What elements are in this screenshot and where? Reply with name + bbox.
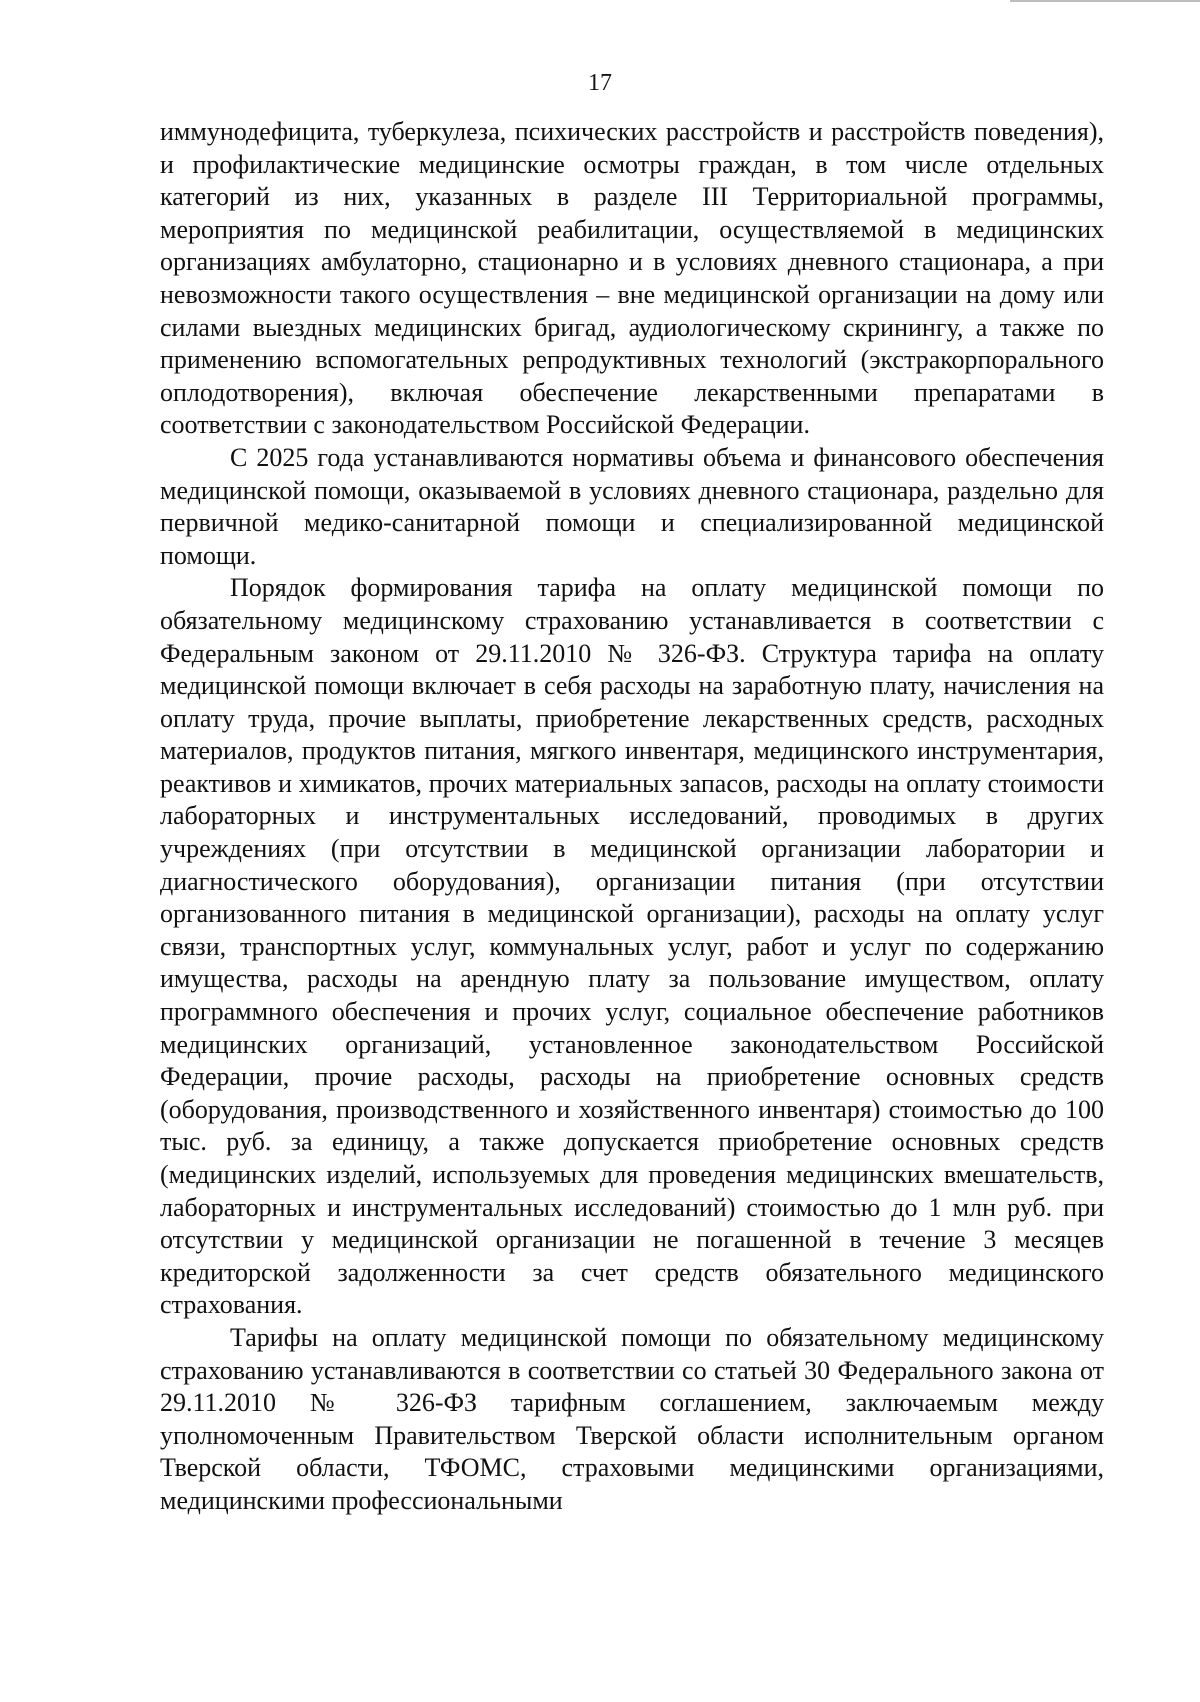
paragraph-1: иммунодефицита, туберкулеза, психических расстройств и расстройств поведения), и профилактические медицинские осмотры граждан, в том числе отдельных категорий из них, указанных в разделе III Территориальной программы, мероприятия по медицинской реабилитации, осуществляемой в медицинских организациях амбулаторно, стационарно и в условиях дневного стационара, а при невозможности такого осуществления – вне медицинской организации на дому или силами выездных медицинских бригад, аудиологическому скринингу, а также по применению вспомогательных репродуктивных технологий (экстракорпорального оплодотворения), включая обеспечение лекарственными препаратами в соответствии с законодательством Российской Федерации.	[160, 117, 1104, 440]
page-number: 17	[588, 70, 612, 96]
paragraph-4: Тарифы на оплату медицинской помощи по обязательному медицинскому страхованию устанавливаются в соответствии со статьей 30 Федерального закона от 29.11.2010 № 326-ФЗ тарифным соглашением, заключаемым между уполномоченным Правительством Тверской области исполнительным органом Тверской области, ТФОМС, страховыми медицинскими организациями, медицинскими профессиональными	[160, 1322, 1104, 1515]
paragraph-3: Порядок формирования тарифа на оплату медицинской помощи по обязательному медицинскому страхованию устанавливается в соответствии с Федеральным законом от 29.11.2010 № 326-ФЗ. Структура тарифа на оплату медицинской помощи включает в себя расходы на заработную плату, начисления на оплату труда, прочие выплаты, приобретение лекарственных средств, расходных материалов, продуктов питания, мягкого инвентаря, медицинского инструментария, реактивов и химикатов, прочих материальных запасов, расходы на оплату стоимости лабораторных и инструментальных исследований, проводимых в других учреждениях (при отсутствии в медицинской организации лаборатории и диагностического оборудования), организации питания (при отсутствии организованного питания в медицинской организации), расходы на оплату услуг связи, транспортных услуг, коммунальных услуг, работ и услуг по содержанию имущества, расходы на арендную плату за пользование имуществом, оплату программного обеспечения и прочих услуг, социальное обеспечение работников медицинских организаций, установленное законодательством Российской Федерации, прочие расходы, расходы на приобретение основных средств (оборудования, производственного и хозяйственного инвентаря) стоимостью до 100 тыс. руб. за единицу, а также допускается приобретение основных средств (медицинских изделий, используемых для проведения медицинских вмешательств, лабораторных и инструментальных исследований) стоимостью до 1 млн руб. при отсутствии у медицинской организации не погашенной в течение 3 месяцев кредиторской задолженности за счет средств обязательного медицинского страхования.	[160, 573, 1104, 1320]
document-body	[160, 116, 1104, 1518]
paragraph-2: С 2025 года устанавливаются нормативы объема и финансового обеспечения медицинской помощи, оказываемой в условиях дневного стационара, раздельно для первичной медико-санитарной помощи и специализированной медицинской помощи.	[160, 442, 1104, 570]
scan-edge-line	[1010, 0, 1200, 2]
